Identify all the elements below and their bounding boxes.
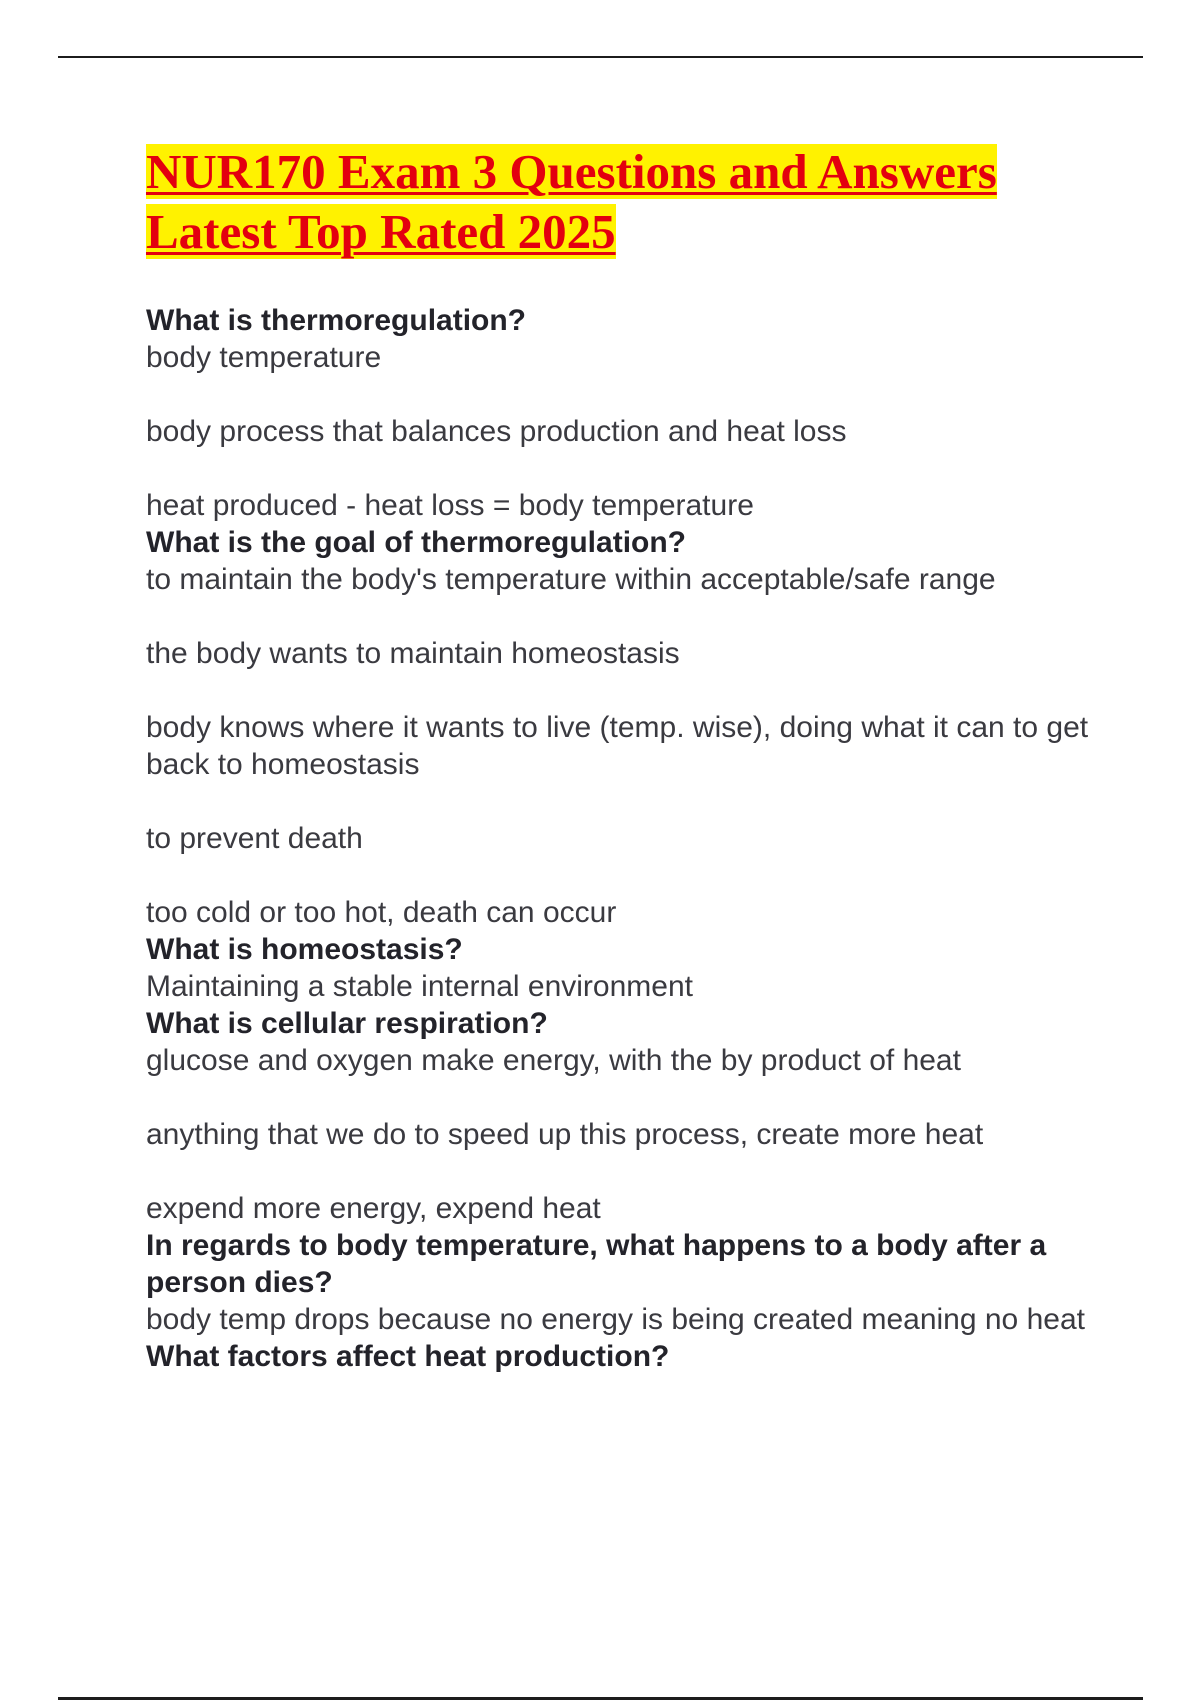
question: What is cellular respiration? — [146, 1007, 548, 1040]
answer-line: expend more energy, expend heat — [146, 1192, 601, 1225]
answer-line: heat produced - heat loss = body temperature — [146, 489, 754, 522]
qa-item — [146, 1005, 1106, 1227]
answer-line: body temp drops because no energy is being created meaning no heat — [146, 1303, 1085, 1336]
paragraph-gap — [146, 1153, 1106, 1190]
qa-item — [146, 931, 1106, 1005]
answer-line: glucose and oxygen make energy, with the by product of heat — [146, 1044, 961, 1077]
paragraph-gap — [146, 783, 1106, 820]
title-line-2: Latest Top Rated 2025 — [146, 204, 616, 259]
paragraph-gap — [146, 857, 1106, 894]
qa-item — [146, 1338, 1106, 1375]
qa-list — [146, 302, 1106, 1375]
title-line-1: NUR170 Exam 3 Questions and Answers — [146, 144, 997, 199]
answer-line: body process that balances production and heat loss — [146, 415, 847, 448]
paragraph-gap — [146, 376, 1106, 413]
question: What factors affect heat production? — [146, 1340, 670, 1373]
paragraph-gap — [146, 1079, 1106, 1116]
question: In regards to body temperature, what happens to a body after a person dies? — [146, 1229, 1047, 1299]
document-title — [146, 142, 1106, 262]
paragraph-gap — [146, 598, 1106, 635]
question: What is thermoregulation? — [146, 304, 527, 337]
paragraph-gap — [146, 450, 1106, 487]
document-body — [146, 142, 1106, 1375]
answer-line: too cold or too hot, death can occur — [146, 896, 617, 929]
qa-item — [146, 302, 1106, 524]
question: What is homeostasis? — [146, 933, 463, 966]
qa-item — [146, 524, 1106, 931]
question: What is the goal of thermoregulation? — [146, 526, 686, 559]
answer-line: to maintain the body's temperature within acceptable/safe range — [146, 563, 996, 596]
answer-line: Maintaining a stable internal environment — [146, 970, 693, 1003]
header-rule — [58, 56, 1143, 58]
paragraph-gap — [146, 672, 1106, 709]
answer-line: body knows where it wants to live (temp. wise), doing what it can to get back to homeostasis — [146, 711, 1089, 781]
answer-line: to prevent death — [146, 822, 363, 855]
qa-item — [146, 1227, 1106, 1338]
answer-line: anything that we do to speed up this process, create more heat — [146, 1118, 984, 1151]
answer-line: body temperature — [146, 341, 382, 374]
answer-line: the body wants to maintain homeostasis — [146, 637, 680, 670]
